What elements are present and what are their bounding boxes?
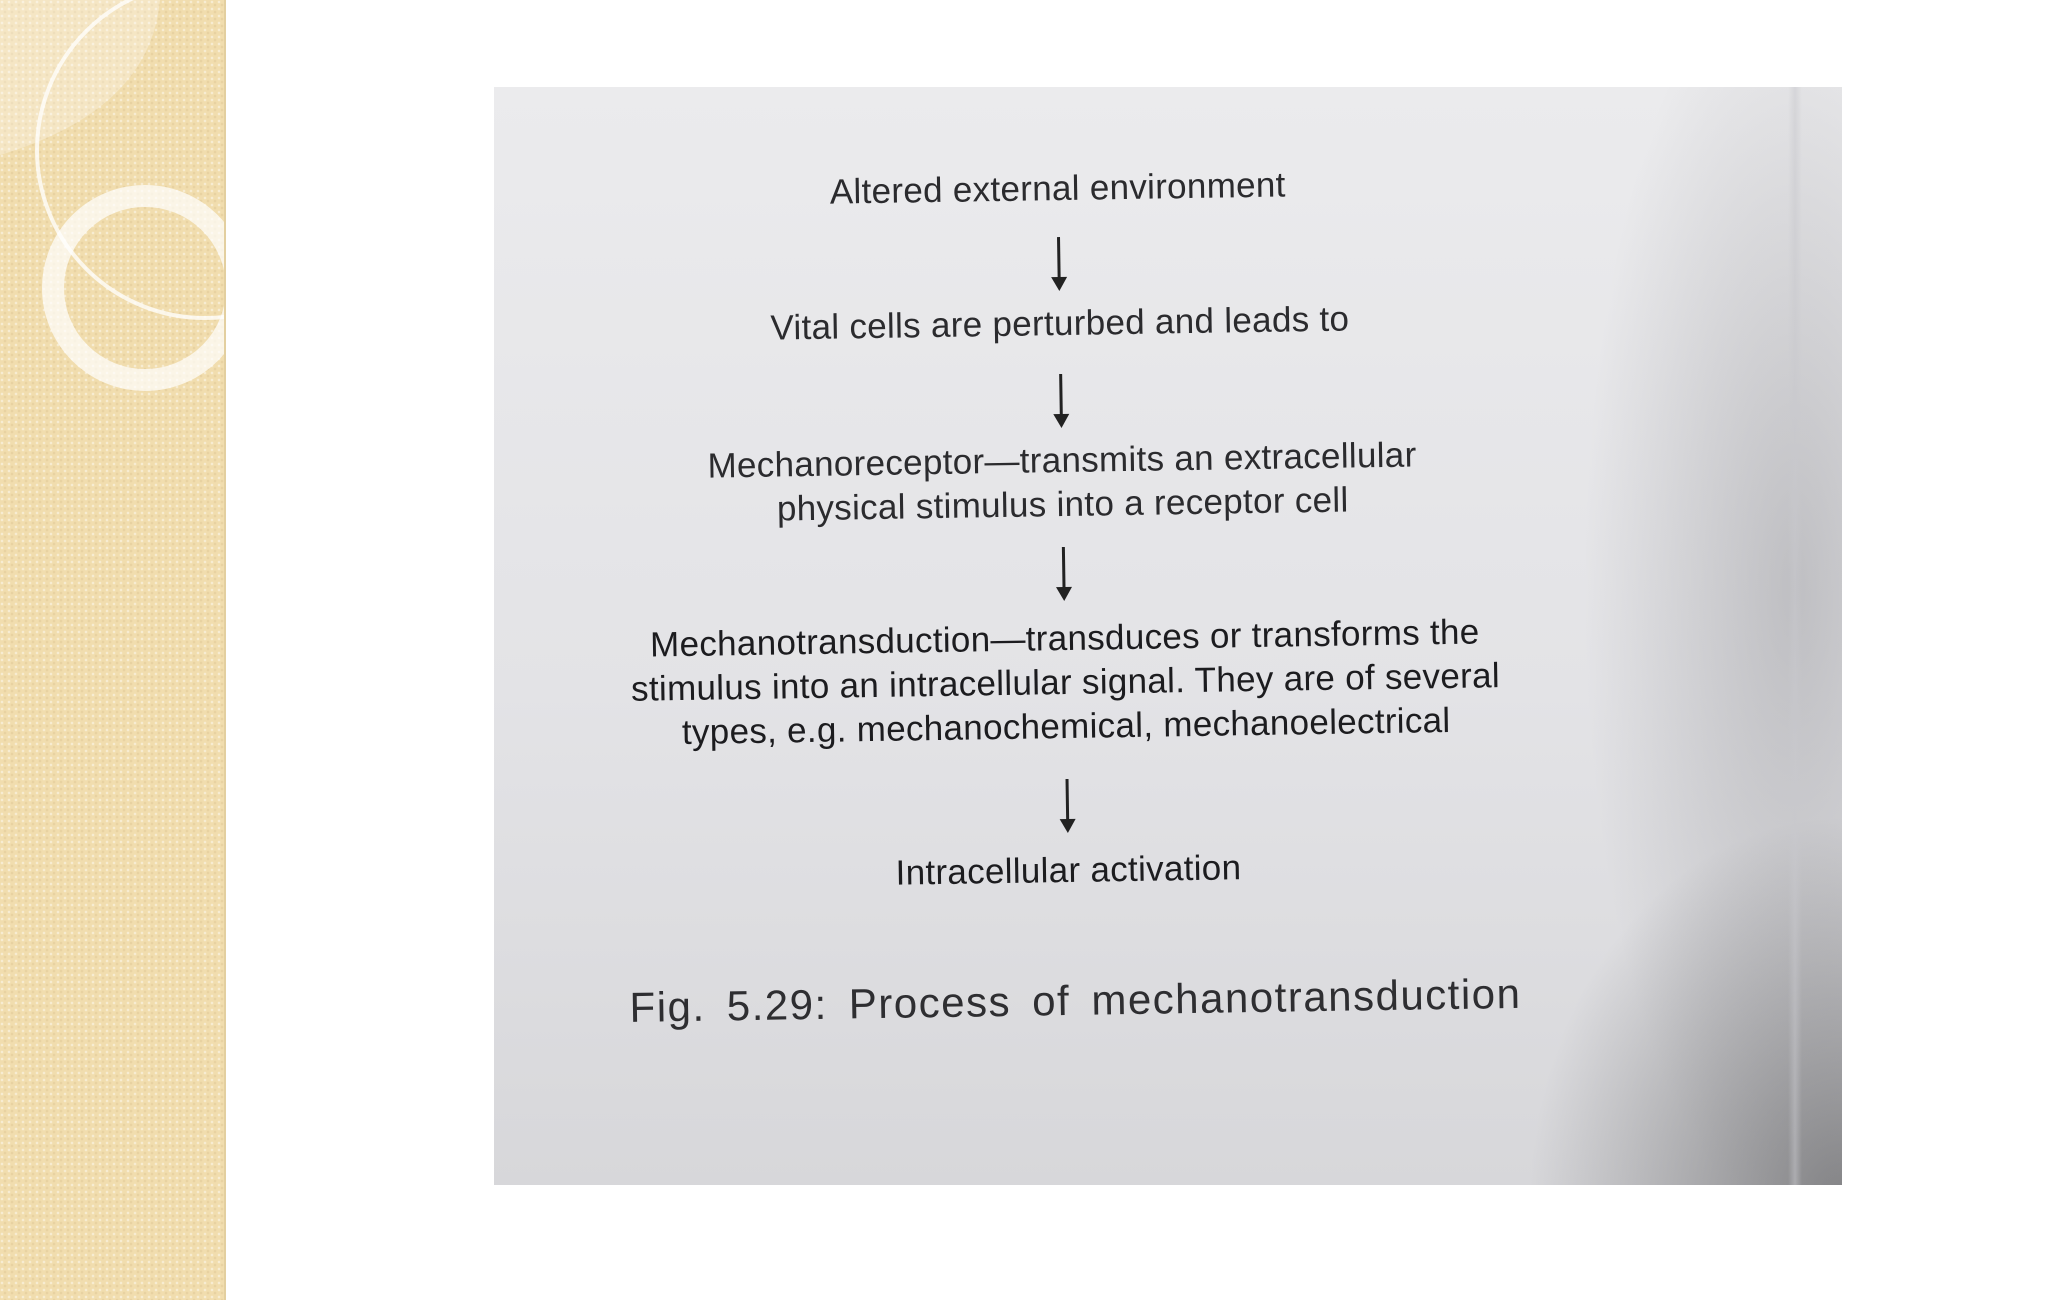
- step-mechanoreceptor: [494, 430, 1633, 536]
- down-arrow-icon: [1046, 372, 1077, 432]
- step-text: Vital cells are perturbed and leads to: [770, 299, 1350, 348]
- step-intracellular-activation: [498, 840, 1639, 902]
- step-text: Intracellular activation: [895, 848, 1242, 893]
- step-text-line-2: physical stimulus into a receptor cell: [776, 480, 1349, 529]
- step-mechanotransduction: [495, 608, 1637, 758]
- down-arrow-icon: [1052, 777, 1083, 837]
- decorative-circles: [0, 0, 226, 420]
- step-vital-cells: [494, 293, 1630, 355]
- decorative-sidebar: [0, 0, 226, 1300]
- step-text-line-2: stimulus into an intracellular signal. They are of several: [630, 656, 1501, 709]
- down-arrow-icon: [1043, 235, 1074, 295]
- down-arrow-icon: [1048, 545, 1079, 605]
- step-text-line-3: types, e.g. mechanochemical, mechanoelectrical: [681, 700, 1451, 753]
- step-altered-environment: [494, 158, 1628, 220]
- step-text-line-1: Mechanotransduction—transduces or transforms the: [649, 612, 1480, 665]
- figure-photo: [494, 87, 1842, 1185]
- step-text-line-1: Mechanoreceptor—transmits an extracellular: [707, 435, 1417, 486]
- step-text: Altered external environment: [829, 165, 1286, 212]
- figure-caption: Fig. 5.29: Process of mechanotransduction: [629, 969, 1522, 1031]
- flowchart: [494, 87, 1842, 1185]
